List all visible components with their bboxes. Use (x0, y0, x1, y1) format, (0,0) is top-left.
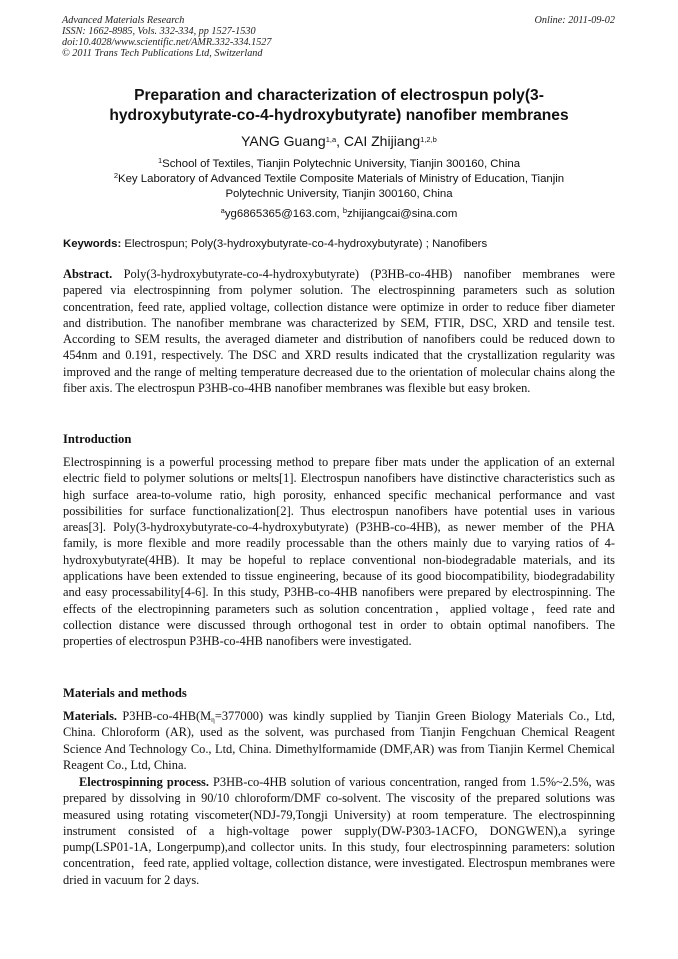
keywords-text: Electrospun; Poly(3-hydroxybutyrate-co-4-hydroxybutyrate) ; Nanofibers (121, 238, 488, 250)
email-address[interactable]: yg6865365@163.com (224, 208, 337, 220)
materials-paragraph (63, 708, 615, 773)
email-mark: a (220, 206, 225, 215)
section-heading-methods: Materials and methods (63, 686, 187, 700)
issn-line: ISSN: 1662-8985, Vols. 332-334, pp 1527-1530 (62, 26, 256, 38)
affil-mark: 1 (157, 156, 163, 165)
copyright-line: © 2011 Trans Tech Publications Ltd, Switzerland (62, 48, 263, 60)
online-date: Online: 2011-09-02 (534, 15, 615, 26)
introduction-paragraph (63, 454, 615, 650)
affiliation-1 (60, 157, 618, 172)
author-list (40, 132, 638, 150)
affiliation-2 (50, 172, 628, 202)
journal-name: Advanced Materials Research (62, 15, 185, 26)
affil-text: Key Laboratory of Advanced Textile Composite Materials of Ministry of Education, Tianjin (118, 173, 565, 185)
email-mark: b (342, 206, 347, 215)
email-address[interactable]: zhijiangcai@sina.com (346, 208, 458, 220)
email-separator: , (336, 208, 343, 220)
abstract-text: Poly(3-hydroxybutyrate-co-4-hydroxybutyrate) (P3HB-co-4HB) nanofiber membranes were papered via electrospinning from polymer solution. The electrospinning parameters such as solution concentration, feed rate, applied voltage, collection distance were optimize in order to reduce fiber diameter and distribution. The nanofiber membrane was characterized by SEM, FTIR, DSC, XRD and tensile test. According to SEM results, the averaged diameter and distribution of nanofibers could be reduced down to 454nm and 0.191, respectively. The DSC and XRD results indicated that the crystallization regularity was improved and the range of melting temperature decreased due to the orientation of molecular chains along the fiber axis. The electrospun P3HB-co-4HB nanofiber membranes was flexible but easy broken. (63, 267, 615, 396)
affil-mark: 2 (113, 171, 118, 180)
keywords-label: Keywords: (63, 238, 122, 250)
affil-text: Polytechnic University, Tianjin 300160, China (225, 188, 453, 200)
affil-text: School of Textiles, Tianjin Polytechnic University, Tianjin 300160, China (162, 158, 521, 170)
author-emails (60, 207, 618, 222)
title-line-2: hydroxybutyrate-co-4-hydroxybutyrate) nanofiber membranes (109, 107, 569, 124)
author-affil-mark: 1,a (325, 135, 337, 144)
author-affil-mark: 1,2,b (420, 135, 437, 144)
materials-text: P3HB-co-4HB(M (117, 709, 212, 723)
materials-text: =377000) was kindly supplied by Tianjin Green Biology Materials Co., Ltd, China. Chloroform (AR), used as the solvent, was purchased from Tianjin Fengchuan Chemical Reagent Science And Technology Co., Ltd, China. Dimethylformamide (DMF,AR) was from Tianjin Kermel Chemical Reagent Co., Ltd, China. (63, 709, 615, 772)
abstract-label: Abstract. (63, 267, 113, 281)
abstract (63, 266, 615, 396)
title-line-1: Preparation and characterization of electrospun poly(3- (134, 87, 544, 104)
author-name: CAI Zhijiang (343, 133, 421, 149)
doi-line: doi:10.4028/www.scientific.net/AMR.332-334.1527 (62, 37, 272, 49)
process-label: Electrospinning process. (79, 775, 209, 789)
process-text: P3HB-co-4HB solution of various concentration, ranged from 1.5%~2.5%, was prepared by dissolving in 90/10 chloroform/DMF co-solvent. The viscosity of the prepared solutions was measured using rotating viscometer(NDJ-79,Tongji University) at room temperature. The electrospinning instrument consisted of a high-voltage power supply(DW-P303-1ACFO, DONGWEN),a syringe pump(LSP01-1A, Longerpump),and collector units. In this study, four electrospinning parameters: solution concentration，feed rate, applied voltage, collection distance, were investigated. Electrospun membranes were dried in vacuum for 2 days. (63, 775, 615, 887)
materials-label: Materials. (63, 709, 118, 723)
keywords (63, 237, 615, 251)
electrospinning-process-paragraph (63, 774, 615, 888)
journal-header (62, 15, 271, 59)
introduction-text: Electrospinning is a powerful processing method to prepare fiber mats under the application of an external electric field to polymer solutions or melts[1]. Electrospun nanofibers have distinctive characteristics such as high surface area-to-volume ratio, high porosity, enhanced specific mechanical performance and vast possibilities for surface functionalization[2]. Thus electrospun nanofibers have potential uses in various areas[3]. Poly(3-hydroxybutyrate-co-4-hydroxybutyrate) (P3HB-co-4HB), as newer member of the PHA family, is more flexible and more readily processable than the others mainly due to varying ratios of 4-hydroxybutyrate(4HB). It may be hopeful to replace conventional non-biodegradable materials, and its applications have been extended to tissue engineering, because of its good biocompatibility, biodegradability and easy processability[4-6]. In this study, P3HB-co-4HB nanofibers were prepared by electrospinning. The effects of the electropinning parameters such as solution concentration，applied voltage，feed rate and collection distance were discussed through orthogonal test in order to obtain optimal nanofibers. The properties of electrospun P3HB-co-4HB nanofibers were investigated. (63, 455, 615, 649)
paper-title (40, 86, 638, 126)
materials-subscript: η (211, 716, 215, 724)
author-separator: , (336, 133, 344, 149)
section-heading-introduction: Introduction (63, 432, 132, 446)
author-name: YANG Guang (241, 133, 326, 149)
